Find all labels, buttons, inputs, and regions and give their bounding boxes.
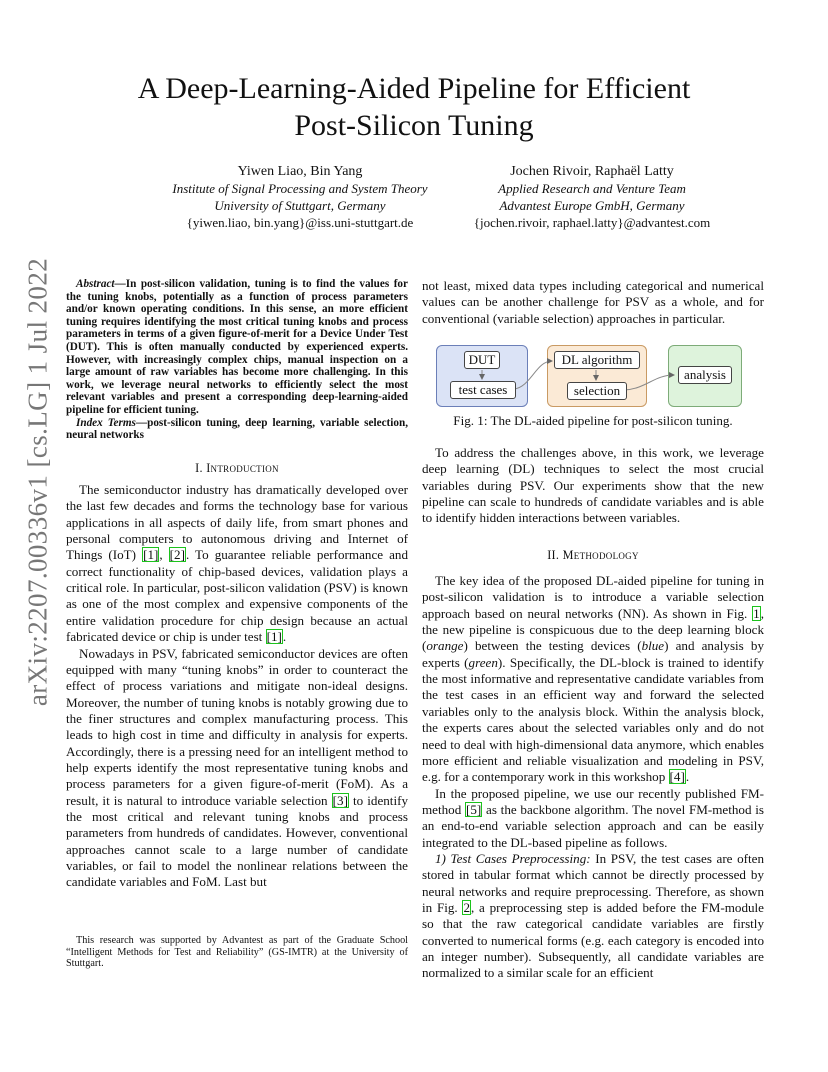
arrow-selection-to-analysis	[624, 375, 674, 390]
figure-caption: Fig. 1: The DL-aided pipeline for post-silicon tuning.	[453, 413, 733, 428]
intro-paragraph-2: Nowadays in PSV, fabricated semiconductor devices are often equipped with many “tuning knobs” in order to counteract the effect of process variations and mitigate non-ideal designs. Moreover, the number of tuning knobs is notably growing due to the finer structures and complex manufacturing process. This leads to high cost in time and difficulty in analysis for experts. Accordingly, there is a pressing need for an intelligent method to help experts identify the most representative tuning knobs and process parameters for a given figure-of-merit (FoM). As a result, it is natural to introduce variable selection [3] to identify the most critical and relevant tuning knobs and process parameters from hundreds of candidates. However, conventional approaches cannot scale to a large number of candidate variables, or fail to model the nonlinear relations between the candidate variables and FoM. Last but	[66, 645, 408, 890]
test-cases-label: test cases	[450, 381, 516, 399]
title-line-2: Post-Silicon Tuning	[294, 109, 534, 142]
arxiv-stamp	[10, 0, 66, 1072]
method-paragraph-2: In the proposed pipeline, we use our recently published FM-method [5] as the backbone algorithm. The novel FM-method is an end-to-end variable selection approach and can be easily integrated to the DL-based pipeline as follows.	[422, 785, 764, 850]
arrow-testcases-to-dl	[514, 361, 552, 389]
analysis-label: analysis	[678, 366, 732, 384]
intro-paragraph-1: The semiconductor industry has dramatically developed over the last few decades and forms the technology base for various applications in all aspects of daily life, from smart phones and personal computers to autonomous driving and Internet of Things (IoT) [1], [2]. To guarantee reliable performance and correct functionality of chip-based devices, validation plays a critical role. In particular, post-silicon validation (PSV) is known as one of the most complex and expensive components of the entire validation procedure for chip design because an actual fabricated device or chip is under test [1].	[66, 482, 409, 645]
paragraph-address: To address the challenges above, in this work, we leverage deep learning (DL) techniques to select the most crucial variables during PSV. Our experiments show that the new pipeline can scale to hundreds of candidate variables and is able to identify hidden interactions between variables.	[422, 445, 764, 526]
author-affiliation: University of Stuttgart, Germany	[214, 197, 386, 213]
footnote-text: This research was supported by Advantest as part of the Graduate School “Intelligent Methods for Test and Reliability” (GS-IMTR) at the University of Stuttgart.	[66, 935, 408, 970]
author-affiliation: Institute of Signal Processing and System Theory	[172, 181, 428, 196]
section-heading-methodology: II. Methodology	[547, 547, 639, 562]
dut-label: DUT	[464, 351, 500, 369]
subsection-heading: 1) Test Cases Preprocessing:	[435, 850, 591, 866]
author-email: {yiwen.liao, bin.yang}@iss.uni-stuttgart.de	[186, 214, 414, 230]
footnote	[66, 935, 408, 970]
author-block-2	[402, 163, 782, 231]
abstract-label: Abstract	[76, 278, 115, 290]
method-paragraph-3: 1) Test Cases Preprocessing: In PSV, the test cases are often stored in tabular format which cannot be directly processed by neural networks and require preprocessing. Therefore, as shown in Fig. 2, a preprocessing step is added before the FM-module so that the raw categorical candidate variables are firstly converted to numerical forms (e.g. each category is encoded into an integer number). Subsequently, all candidate variables are normalized to a similar scale for an efficient	[422, 850, 764, 981]
left-column	[66, 278, 408, 891]
abstract	[66, 278, 408, 442]
citation-link[interactable]: [2]	[169, 547, 185, 563]
index-terms-label: Index Terms	[76, 416, 136, 429]
section-heading-introduction: I. Introduction	[195, 460, 279, 475]
index-terms-text: —post-silicon tuning, deep learning, variable selection, neural networks	[66, 416, 408, 442]
dl-algorithm-label: DL algorithm	[554, 351, 640, 369]
selection-label: selection	[567, 382, 627, 400]
abstract-text: —In post-silicon validation, tuning is to find the values for the tuning knobs, potentially as a function of process parameters and/or known operating conditions. In this sense, an more efficient tuning requires identifying the most critical tuning knobs and process parameters in terms of a given figure-of-merit for a Device Under Test (DUT). This is often manually conducted by experienced experts. However, with increasingly complex chips, manual inspection on a large amount of raw variables has become more challenging. In this work, we leverage neural networks to efficiently select the most relevant variables and present a corresponding deep-learning-aided pipeline for efficient tuning.	[66, 278, 408, 416]
citation-link[interactable]: [1]	[143, 547, 159, 563]
citation-link[interactable]: [4]	[669, 769, 685, 785]
figure-pipeline-diagram	[436, 343, 748, 409]
author-affiliation: Advantest Europe GmbH, Germany	[499, 197, 685, 213]
citation-link[interactable]: [1]	[266, 629, 282, 645]
paper-title	[0, 70, 828, 144]
figure-link[interactable]: 2	[463, 899, 470, 915]
method-paragraph-1: The key idea of the proposed DL-aided pipeline for tuning in post-silicon validation is to introduce a variable selection approach based on neural networks (NN). As shown in Fig. 1, the new pipeline is conspicuous due to the deep learning block (orange) between the testing devices (blue) and analysis by experts (green). Specifically, the DL-block is trained to identify the most informative and representative candidate variables from the test cases in an efficient way and forward the selected variables only to the analysis block. Within the analysis block, the experts cares about the selected variables only and do not need to deal with high-dimensional data anymore, which enables more efficient and reliable visualization and modeling in PSV, e.g. for a contemporary work in this workshop [4].	[422, 573, 764, 785]
arxiv-stamp-text: arXiv:2207.00336v1 [cs.LG] 1 Jul 2022	[22, 257, 53, 707]
author-affiliation: Applied Research and Venture Team	[498, 181, 686, 196]
citation-link[interactable]: [5]	[466, 801, 482, 817]
title-line-1: A Deep-Learning-Aided Pipeline for Efficient	[137, 72, 691, 105]
right-column-top	[422, 278, 764, 327]
author-names: Yiwen Liao, Bin Yang	[237, 164, 363, 179]
citation-link[interactable]: [3]	[332, 792, 348, 808]
right-column-bottom	[422, 445, 764, 982]
author-email: {jochen.rivoir, raphael.latty}@advantest.com	[473, 214, 711, 230]
figure-link[interactable]: 1	[753, 605, 760, 621]
author-names: Jochen Rivoir, Raphaël Latty	[510, 164, 674, 179]
continued-paragraph: not least, mixed data types including categorical and numerical values can be another challenge for PSV as a whole, and for conventional (variable selection) approaches in particular.	[422, 278, 764, 326]
